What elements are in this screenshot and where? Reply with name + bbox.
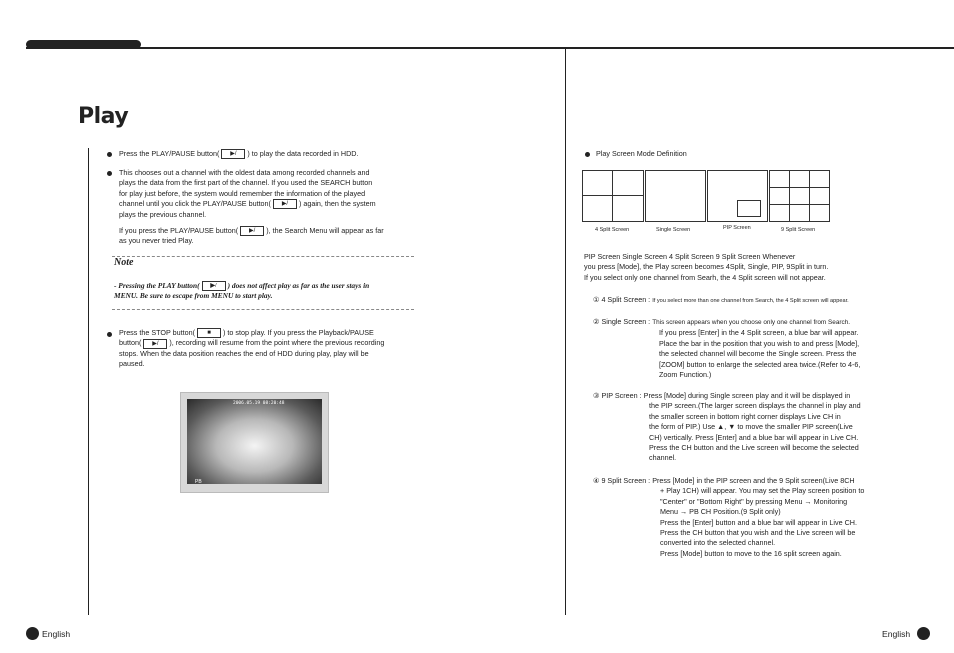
- text-line: you press [Mode], the Play screen becomes 4Split, Single, PIP, 9Split in turn.: [584, 262, 829, 272]
- grid-line: [583, 195, 643, 196]
- grid-line: [612, 171, 613, 221]
- item-pip-screen: [593, 391, 893, 464]
- item-nine-split: [593, 476, 893, 559]
- item-text: If you select more than one channel from Search, the 4 Split screen will appear.: [652, 298, 849, 304]
- grid-line: [809, 171, 810, 221]
- text-line: the PIP screen.(The larger screen displays the channel in play and: [649, 401, 861, 411]
- text-line: plays the data from the first part of the channel. If you used the SEARCH button: [119, 178, 373, 188]
- play-pause-button-icon: ▶/: [221, 149, 245, 159]
- photo-timestamp: 2006.05.19 08:20:48: [233, 401, 285, 406]
- text-line: Press the [Enter] button and a blue bar will appear in Live CH.: [660, 517, 857, 527]
- text-line: [119, 226, 414, 236]
- text: button(: [119, 338, 142, 348]
- play-button-icon: ▶/: [202, 281, 226, 291]
- bullet: [107, 171, 112, 176]
- text-line: Zoom Function.): [659, 370, 712, 380]
- text-line: [119, 199, 414, 209]
- page-title: Play: [78, 104, 129, 129]
- grid-line: [770, 187, 829, 188]
- photo-pb-mark: PB: [195, 479, 202, 485]
- label-four-split: 4 Split Screen: [595, 227, 630, 233]
- text: ) again, then the system: [298, 199, 376, 209]
- play-pause-button-icon: ▶/: [240, 226, 264, 236]
- text-line: Menu → PB CH Position.(9 Split only): [660, 507, 781, 517]
- item-single-screen: [593, 317, 893, 380]
- text-line: Place the bar in the position that you wish to and press [Mode],: [659, 338, 860, 348]
- section-heading: Play Screen Mode Definition: [596, 149, 687, 158]
- text-line: the selected channel will become the Single screen. Press the: [659, 349, 857, 359]
- text: - Pressing the PLAY button(: [114, 281, 200, 290]
- note-text: [114, 281, 414, 301]
- item-text: This screen appears when you choose only one channel from Search.: [652, 319, 851, 326]
- item-text: Press [Mode] in the PIP screen and the 9 Split screen(Live 8CH: [652, 476, 855, 485]
- text-line: [114, 281, 414, 291]
- text: channel until you click the PLAY/PAUSE button(: [119, 199, 271, 209]
- nine-split-diagram: [769, 170, 830, 222]
- text: Press the STOP button(: [119, 328, 196, 337]
- playback-image: [187, 399, 322, 484]
- item-label: ① 4 Split Screen :: [593, 295, 651, 304]
- item-label: ④ 9 Split Screen :: [593, 476, 651, 485]
- text: ), recording will resume from the point where the previous recording: [169, 338, 385, 348]
- grid-line: [789, 171, 790, 221]
- text: Press the PLAY/PAUSE button(: [119, 149, 220, 158]
- stop-button-icon: ■: [197, 328, 221, 338]
- footer-language-left: English: [42, 629, 71, 639]
- paragraph-stop-button: [119, 328, 414, 370]
- page-divider: [565, 49, 566, 615]
- text-line: the smaller screen in bottom right corner displays Live CH in: [649, 411, 841, 421]
- text: ) to stop play. If you press the Playback/PAUSE: [223, 328, 374, 337]
- text-line: + Play 1CH) will appear. You may set the Play screen position to: [660, 486, 865, 496]
- text-line: If you select only one channel from Searh, the 4 Split screen will not appear.: [584, 272, 826, 282]
- intro-paragraph: [584, 252, 894, 283]
- label-nine-split: 9 Split Screen: [781, 227, 816, 233]
- single-screen-diagram: [645, 170, 706, 222]
- text-line: Press the CH button that you wish and the Live screen will be: [660, 528, 856, 538]
- text-line: PIP Screen Single Screen 4 Split Screen 9 Split Screen Whenever: [584, 252, 796, 261]
- play-pause-button-icon: ▶/: [273, 199, 297, 209]
- text: ) does not affect play as far as the user stays in: [227, 281, 370, 290]
- text-line: channel.: [649, 453, 677, 463]
- text-line: CH) vertically. Press [Enter] and a blue bar will appear in Live CH.: [649, 432, 859, 442]
- text-line: [119, 338, 414, 348]
- bullet: [107, 152, 112, 157]
- text: ), the Search Menu will appear as far: [266, 226, 384, 235]
- four-split-diagram: [582, 170, 644, 222]
- text-line: for play just before, the system would remember the information of the played: [119, 188, 366, 198]
- text: ) to play the data recorded in HDD.: [247, 149, 359, 158]
- item-four-split: [593, 295, 893, 306]
- text-line: Press the CH button and the Live screen will become the selected: [649, 443, 859, 453]
- note-title: Note: [114, 257, 134, 268]
- text-line: [119, 328, 414, 338]
- page-marker-left: [26, 627, 39, 640]
- text-line: converted into the selected channel.: [660, 538, 776, 548]
- text-line: MENU. Be sure to escape from MENU to start play.: [114, 291, 273, 301]
- paragraph-search-menu: [119, 226, 414, 247]
- text-line: "Center" or "Bottom Right" by pressing Menu → Monitoring: [660, 496, 848, 506]
- footer-language-right: English: [882, 629, 911, 639]
- text-line: If you press [Enter] in the 4 Split screen, a blue bar will appear.: [659, 328, 859, 338]
- paragraph-play-button: [119, 149, 414, 159]
- page-marker-right: [917, 627, 930, 640]
- text-line: as you never tried Play.: [119, 236, 194, 246]
- item-label: ③ PIP Screen :: [593, 391, 642, 400]
- note-top-rule: [112, 256, 414, 257]
- text-line: This chooses out a channel with the oldest data among recorded channels and: [119, 168, 370, 177]
- text-line: the form of PIP.) Use ▲, ▼ to move the smaller PIP screen(Live: [649, 422, 853, 432]
- text-line: paused.: [119, 359, 145, 369]
- playback-screenshot: [180, 392, 329, 493]
- grid-line: [770, 204, 829, 205]
- text-line: Press [Mode] button to move to the 16 split screen again.: [660, 548, 842, 558]
- paragraph-channel-play: [119, 168, 414, 220]
- text-line: stops. When the data position reaches the end of HDD during play, play will be: [119, 348, 369, 358]
- item-text: Press [Mode] during Single screen play and it will be displayed in: [643, 391, 851, 400]
- play-pause-button-icon: ▶/: [143, 339, 167, 349]
- bullet: [107, 332, 112, 337]
- pip-inset: [737, 200, 761, 217]
- text: If you press the PLAY/PAUSE button(: [119, 226, 239, 235]
- header-rule: [26, 47, 954, 49]
- text-line: plays the previous channel.: [119, 209, 207, 219]
- note-bottom-rule: [112, 309, 414, 310]
- text-line: [ZOOM] button to enlarge the selected area twice.(Refer to 4-6,: [659, 359, 861, 369]
- bullet: [585, 152, 590, 157]
- label-pip: PIP Screen: [723, 225, 751, 231]
- item-label: ② Single Screen :: [593, 317, 651, 326]
- pip-screen-diagram: [707, 170, 768, 222]
- label-single: Single Screen: [656, 227, 691, 233]
- left-margin-rule: [88, 148, 89, 615]
